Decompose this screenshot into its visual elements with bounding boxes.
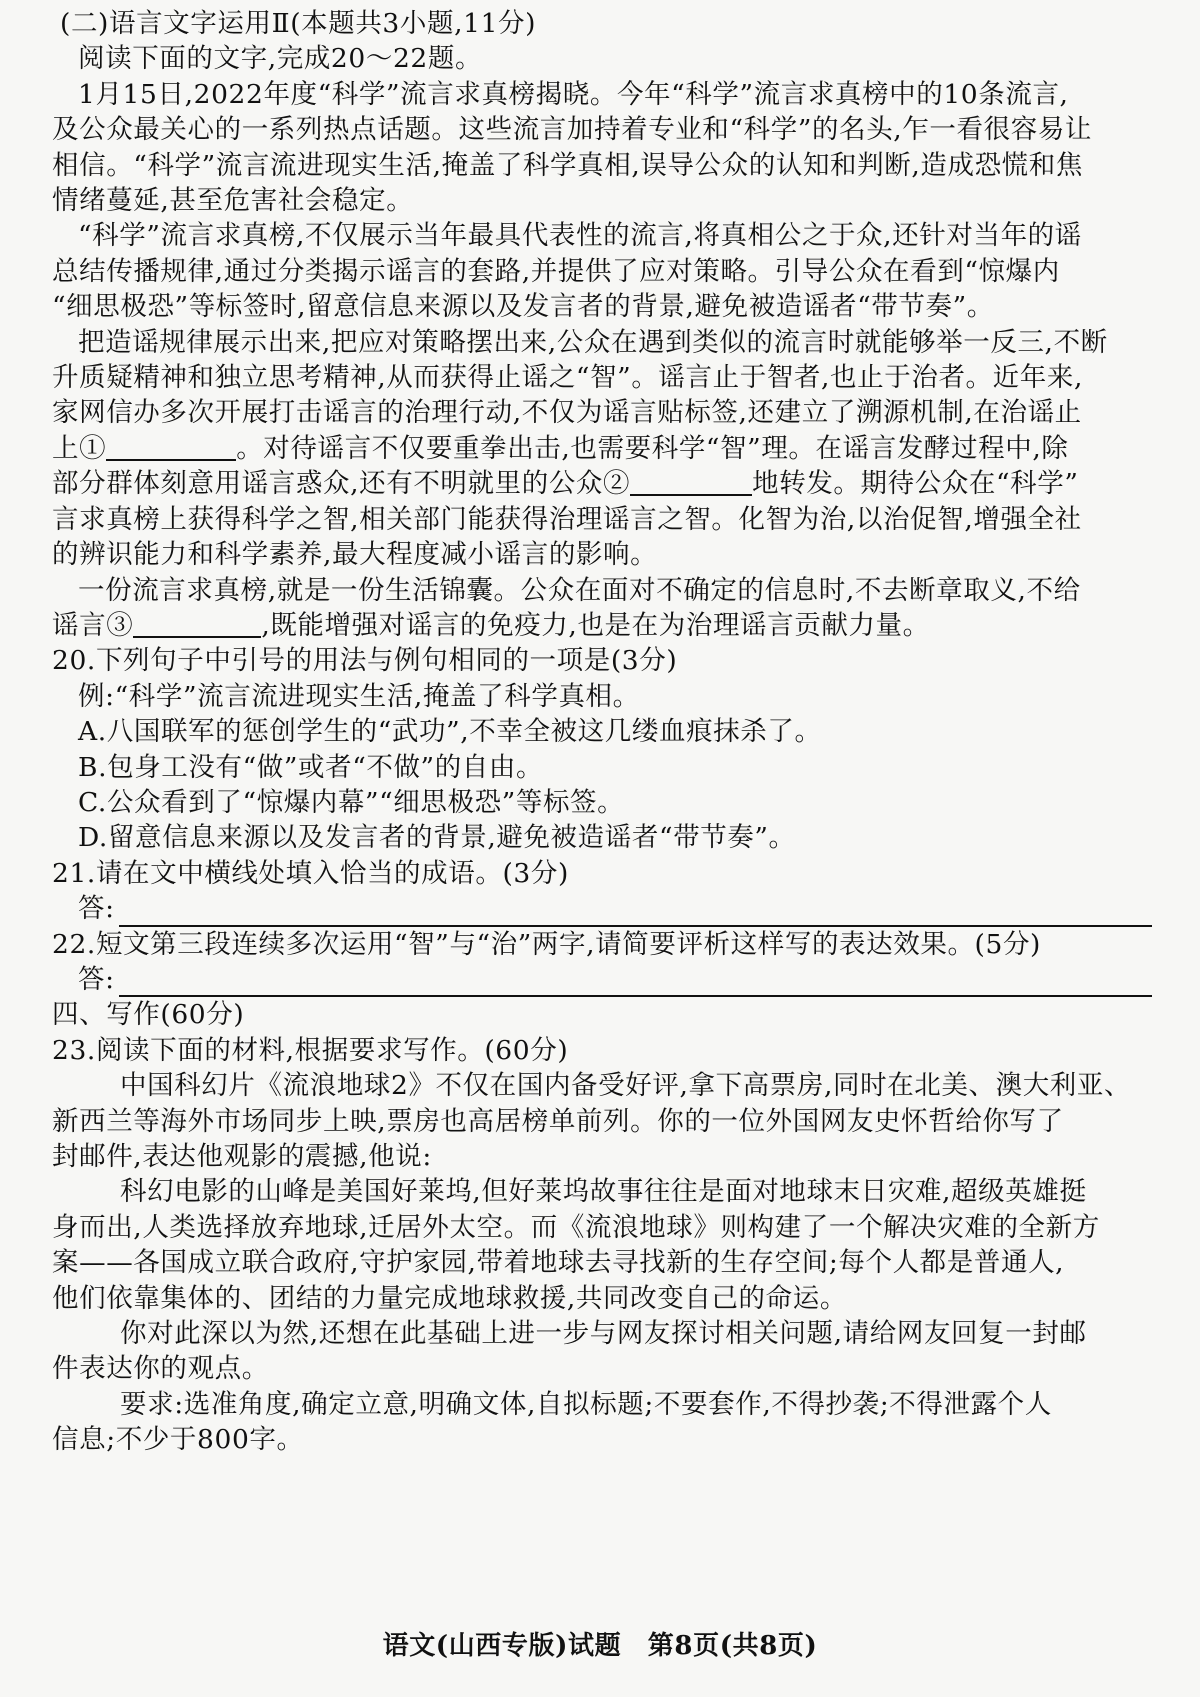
quote-line: 科幻电影的山峰是美国好莱坞,但好莱坞故事往往是面对地球末日灾难,超级英雄挺 — [120, 1176, 1087, 1208]
question-20-stem: 20.下列句子中引号的用法与例句相同的一项是(3分) — [52, 645, 678, 677]
instruction: 阅读下面的文字,完成20～22题。 — [78, 43, 483, 75]
question-22-stem: 22.短文第三段连续多次运用“智”与“治”两字,请简要评析这样写的表达效果。(5分) — [52, 928, 1041, 960]
option-c: C.公众看到了“惊爆内幕”“细思极恐”等标签。 — [78, 786, 625, 818]
blank-3[interactable] — [133, 610, 261, 638]
passage-line: 言求真榜上获得科学之智,相关部门能获得治理谣言之智。化智为治,以治促智,增强全社 — [52, 503, 1082, 535]
material-line: 中国科幻片《流浪地球2》不仅在国内备受好评,拿下高票房,同时在北美、澳大利亚、 — [120, 1070, 1132, 1102]
blank-1[interactable] — [106, 433, 236, 461]
passage-line: 把造谣规律展示出来,把应对策略摆出来,公众在遇到类似的流言时就能够举一反三,不断 — [78, 326, 1108, 358]
option-b: B.包身工没有“做”或者“不做”的自由。 — [78, 751, 544, 783]
material-line: 封邮件,表达他观影的震撼,他说: — [52, 1141, 432, 1172]
blank-1-suffix: 。对待谣言不仅要重拳出击,也需要科学“智”理。在谣言发酵过程中,除 — [236, 432, 1069, 464]
task-line: 你对此深以为然,还想在此基础上进一步与网友探讨相关问题,请给网友回复一封邮 — [120, 1318, 1087, 1350]
requirement-line: 要求:选准角度,确定立意,明确文体,自拟标题;不要套作,不得抄袭;不得泄露个人 — [120, 1388, 1052, 1420]
blank-2-prefix: 部分群体刻意用谣言惑众,还有不明就里的公众② — [52, 468, 631, 500]
blank-3-suffix: ,既能增强对谣言的免疫力,也是在为治理谣言贡献力量。 — [261, 609, 930, 641]
question-22-answer — [52, 962, 1152, 997]
passage-line: 情绪蔓延,甚至危害社会稳定。 — [52, 185, 414, 217]
quote-line: 他们依靠集体的、团结的力量完成地球救援,共同改变自己的命运。 — [52, 1282, 847, 1314]
option-a: A.八国联军的惩创学生的“武功”,不幸全被这几缕血痕抹杀了。 — [78, 716, 822, 748]
passage-line-blank-1 — [52, 431, 1152, 466]
passage-line: 相信。“科学”流言流进现实生活,掩盖了科学真相,误导公众的认知和判断,造成恐慌和焦 — [52, 149, 1083, 181]
question-21-stem: 21.请在文中横线处填入恰当的成语。(3分) — [52, 857, 569, 889]
section-header: (二)语言文字运用Ⅱ(本题共3小题,11分) — [60, 8, 537, 39]
passage-line-blank-2 — [52, 466, 1152, 501]
passage-line: 1月15日,2022年度“科学”流言求真榜揭晓。今年“科学”流言求真榜中的10条流言, — [78, 78, 1069, 110]
blank-3-prefix: 谣言③ — [52, 609, 134, 641]
blank-2[interactable] — [630, 468, 752, 496]
answer-label: 答: — [78, 963, 115, 995]
passage-line: “细思极恐”等标签时,留意信息来源以及发言者的背景,避免被造谣者“带节奏”。 — [52, 291, 994, 323]
page-footer: 语文(山西专版)试题 第8页(共8页) — [382, 1631, 818, 1661]
answer-label: 答: — [78, 893, 115, 925]
passage-line: 家网信办多次开展打击谣言的治理行动,不仅为谣言贴标签,还建立了溯源机制,在治谣止 — [52, 397, 1082, 429]
option-d: D.留意信息来源以及发言者的背景,避免被造谣者“带节奏”。 — [78, 822, 796, 854]
answer-line-22[interactable] — [119, 969, 1152, 997]
quote-line: 身而出,人类选择放弃地球,迁居外太空。而《流浪地球》则构建了一个解决灾难的全新方 — [52, 1211, 1100, 1243]
question-21-answer — [52, 891, 1152, 926]
task-line: 件表达你的观点。 — [52, 1353, 269, 1385]
material-line: 新西兰等海外市场同步上映,票房也高居榜单前列。你的一位外国网友史怀哲给你写了 — [52, 1105, 1064, 1137]
passage-line: 的辨识能力和科学素养,最大程度减小谣言的影响。 — [52, 539, 658, 571]
question-20-example: 例:“科学”流言流进现实生活,掩盖了科学真相。 — [78, 680, 640, 712]
passage-line-blank-3 — [52, 608, 1152, 643]
passage-line: 及公众最关心的一系列热点话题。这些流言加持着专业和“科学”的名头,乍一看很容易让 — [52, 114, 1093, 146]
writing-header: 四、写作(60分) — [52, 999, 245, 1031]
blank-2-suffix: 地转发。期待公众在“科学” — [752, 468, 1079, 500]
writing-prompt: 23.阅读下面的材料,根据要求写作。(60分) — [52, 1034, 569, 1066]
passage-line: “科学”流言求真榜,不仅展示当年最具代表性的流言,将真相公之于众,还针对当年的谣 — [78, 220, 1082, 252]
passage-line: 一份流言求真榜,就是一份生活锦囊。公众在面对不确定的信息时,不去断章取义,不给 — [78, 574, 1081, 606]
passage-line: 总结传播规律,通过分类揭示谣言的套路,并提供了应对策略。引导公众在看到“惊爆内 — [52, 255, 1060, 287]
requirement-line: 信息;不少于800字。 — [52, 1424, 304, 1456]
passage-line: 升质疑精神和独立思考精神,从而获得止谣之“智”。谣言止于智者,也止于治者。近年来, — [52, 362, 1083, 394]
blank-1-prefix: 上① — [52, 432, 107, 464]
quote-line: 案——各国成立联合政府,守护家园,带着地球去寻找新的生存空间;每个人都是普通人, — [52, 1247, 1065, 1279]
answer-line-21[interactable] — [119, 899, 1152, 927]
